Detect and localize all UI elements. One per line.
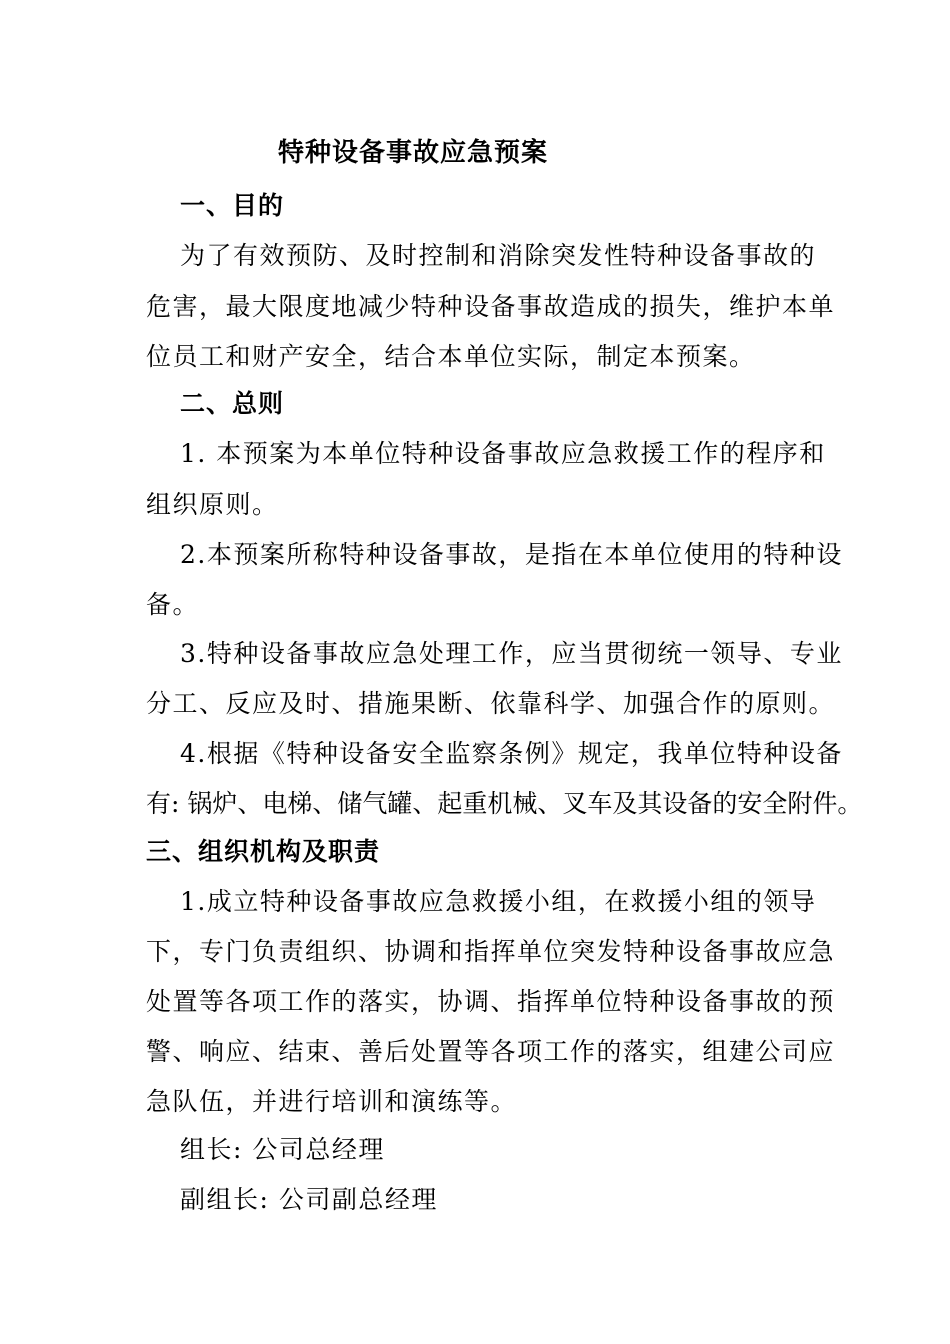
paragraph-line: 为了有效预防、及时控制和消除突发性特种设备事故的 — [180, 241, 817, 270]
deputy-leader-line: 副组长: 公司副总经理 — [180, 1185, 438, 1214]
paragraph-line: 3.特种设备事故应急处理工作，应当贯彻统一领导、专业 — [180, 639, 843, 668]
section-heading-organization: 三、组织机构及职责 — [146, 837, 381, 866]
section-heading-general: 二、总则 — [180, 389, 285, 418]
paragraph-line: 4.根据《特种设备安全监察条例》规定，我单位特种设备 — [180, 739, 843, 768]
paragraph-line: 有: 锅炉、电梯、储气罐、起重机械、叉车及其设备的安全附件。 — [146, 789, 863, 818]
paragraph-line: 警、响应、结束、善后处置等各项工作的落实，组建公司应 — [146, 1037, 836, 1066]
team-leader-line: 组长: 公司总经理 — [180, 1135, 385, 1164]
paragraph-line: 分工、反应及时、措施果断、依靠科学、加强合作的原则。 — [146, 689, 836, 718]
paragraph-line: 2.本预案所称特种设备事故，是指在本单位使用的特种设 — [180, 540, 843, 569]
section-heading-purpose: 一、目的 — [180, 191, 285, 220]
paragraph-line: 1.成立特种设备事故应急救援小组，在救援小组的领导 — [180, 887, 817, 916]
paragraph-line: 危害，最大限度地减少特种设备事故造成的损失，维护本单 — [146, 292, 836, 321]
paragraph-line: 急队伍，并进行培训和演练等。 — [146, 1087, 518, 1116]
paragraph-line: 下，专门负责组织、协调和指挥单位突发特种设备事故应急 — [146, 937, 836, 966]
paragraph-line: 1. 本预案为本单位特种设备事故应急救援工作的程序和 — [180, 439, 826, 468]
paragraph-line: 处置等各项工作的落实，协调、指挥单位特种设备事故的预 — [146, 987, 836, 1016]
paragraph-line: 位员工和财产安全，结合本单位实际，制定本预案。 — [146, 342, 756, 371]
paragraph-line: 组织原则。 — [146, 490, 279, 519]
document-title: 特种设备事故应急预案 — [278, 138, 549, 168]
paragraph-line: 备。 — [146, 590, 200, 619]
